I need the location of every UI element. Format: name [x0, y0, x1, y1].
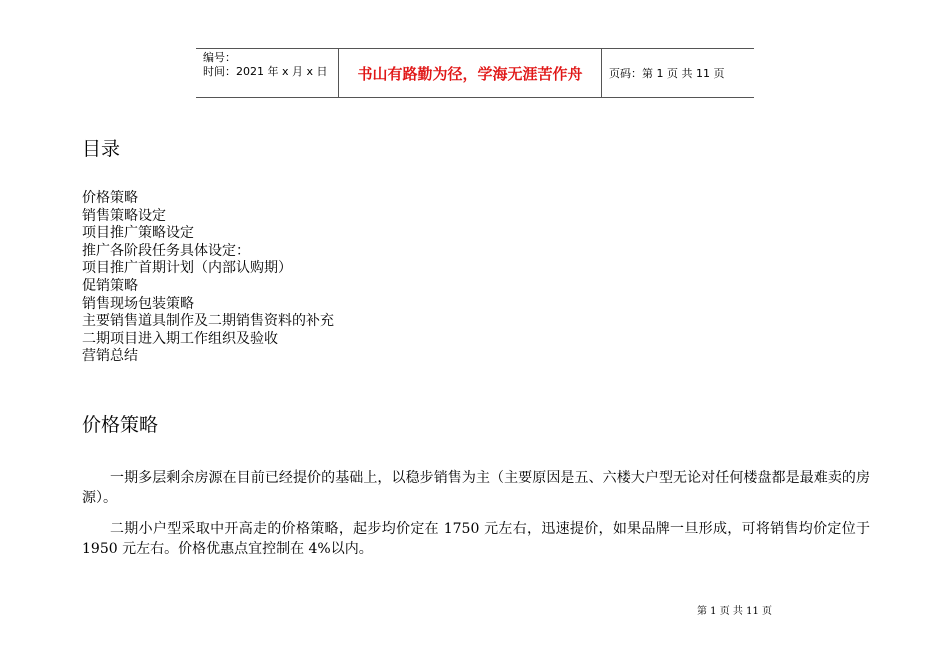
header-meta-cell	[196, 49, 339, 97]
price-paragraph-2: 二期小户型采取中开高走的价格策略，起步均价定在 1750 元左右，迅速提价，如果品牌一旦形成，可将销售均价定位于 1950 元左右。价格优惠点宜控制在 4%以内。	[82, 521, 870, 557]
toc-heading: 目录	[82, 138, 121, 160]
header-page-cell	[602, 49, 754, 97]
time-label: 时间：2021 年 x 月 x 日	[203, 65, 328, 78]
toc-list	[82, 190, 334, 366]
page-info: 页码：第 1 页 共 11 页	[609, 67, 725, 80]
toc-item: 价格策略	[82, 190, 138, 206]
toc-item: 二期项目进入期工作组织及验收	[82, 330, 278, 347]
toc-item: 销售策略设定	[82, 207, 166, 224]
price-paragraph-1: 一期多层剩余房源在目前已经提价的基础上，以稳步销售为主（主要原因是五、六楼大户型无论对任何楼盘都是最难卖的房源）。	[82, 470, 870, 506]
toc-item: 主要销售道具制作及二期销售资料的补充	[82, 313, 334, 330]
toc-item: 项目推广首期计划（内部认购期）	[82, 260, 292, 277]
toc-item: 促销策略	[82, 277, 138, 294]
page-header	[196, 48, 754, 98]
toc-item: 营销总结	[82, 348, 138, 365]
number-label: 编号：	[203, 51, 236, 64]
toc-item: 项目推广策略设定	[82, 225, 194, 242]
toc-item: 销售现场包装策略	[82, 295, 194, 312]
price-strategy-heading: 价格策略	[82, 414, 159, 436]
motto-text: 书山有路勤为径，学海无涯苦作舟	[357, 64, 583, 83]
page-footer: 第 1 页 共 11 页	[697, 606, 772, 617]
toc-item: 推广各阶段任务具体设定：	[82, 242, 250, 259]
header-motto-cell	[339, 49, 602, 97]
